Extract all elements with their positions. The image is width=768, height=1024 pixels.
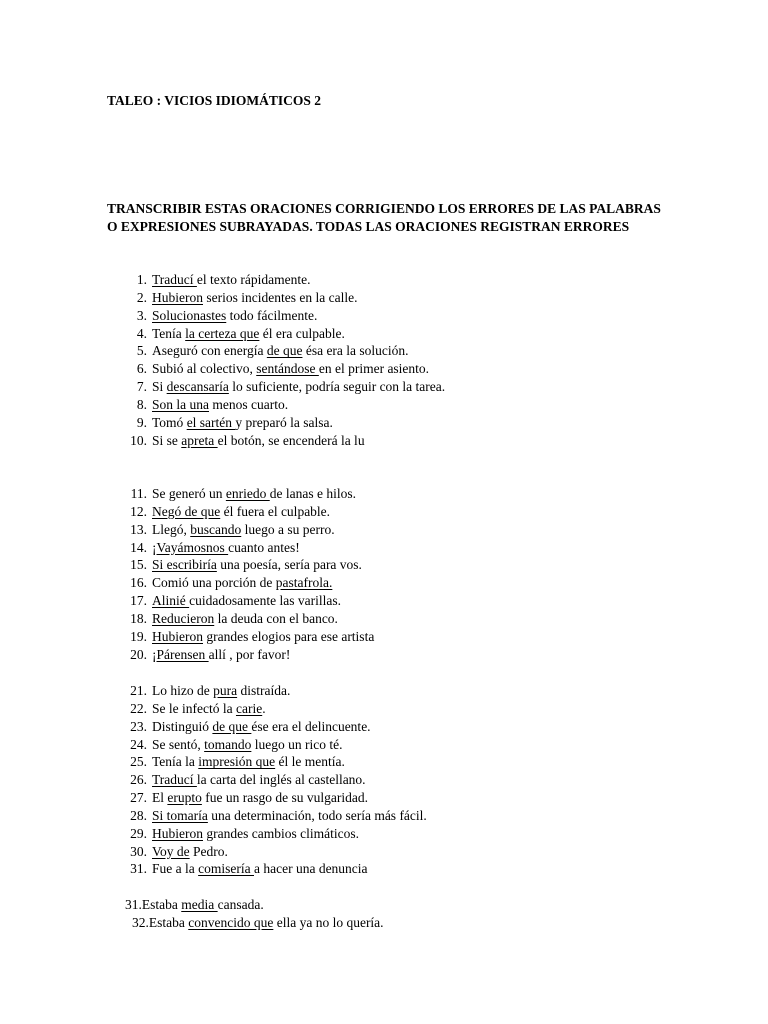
exercise-number: 32. xyxy=(132,915,149,930)
exercise-number: 20. xyxy=(130,646,147,662)
underlined-phrase: convencido que xyxy=(188,915,274,930)
sentence-text: distraída. xyxy=(237,683,291,698)
underlined-phrase: Si tomaría xyxy=(152,807,208,823)
underlined-phrase: Negó de que xyxy=(152,503,221,519)
sentence-text: Tomó xyxy=(152,414,187,430)
exercise-number: 10. xyxy=(130,432,147,448)
exercise-sentence xyxy=(152,360,429,378)
sentence-text: Se sentó, xyxy=(152,736,205,752)
sentence-text: Estaba xyxy=(141,897,182,912)
exercise-number: 13. xyxy=(130,521,147,537)
sentence-text: Se generó un xyxy=(152,486,226,501)
sentence-text: cansada. xyxy=(217,897,264,912)
sentence-text: Comió una porción de xyxy=(152,575,276,591)
underlined-phrase: enriedo xyxy=(225,486,270,501)
exercise-sentence xyxy=(152,325,345,343)
exercise-number: 30. xyxy=(130,843,147,859)
exercise-sentence xyxy=(152,646,290,664)
sentence-text: grandes elogios para ese artista xyxy=(203,628,375,644)
sentence-text: él era culpable. xyxy=(259,325,345,341)
underlined-phrase: la certeza que xyxy=(185,325,260,341)
underlined-phrase: pastafrola. xyxy=(275,575,333,591)
exercise-number: 31. xyxy=(130,861,147,877)
sentence-text: y preparó la salsa. xyxy=(235,414,333,430)
exercise-sentence xyxy=(152,485,356,503)
exercise-sentence xyxy=(152,556,362,574)
underlined-phrase: impresión que xyxy=(198,754,276,770)
sentence-text: ése era el delincuente. xyxy=(251,718,371,734)
underlined-phrase: descansaría xyxy=(166,379,229,395)
sentence-text: luego un rico té. xyxy=(251,736,343,752)
sentence-text: Fue a la xyxy=(152,861,199,877)
exercise-number: 8. xyxy=(136,396,147,412)
exercise-number: 15. xyxy=(130,557,147,573)
sentence-text: Llegó, xyxy=(152,521,191,537)
sentence-text: Distinguió xyxy=(152,718,213,734)
exercise-sentence xyxy=(152,682,290,700)
underlined-phrase: sentándose xyxy=(256,361,319,377)
underlined-phrase: media xyxy=(181,897,218,912)
exercise-sentence xyxy=(152,414,333,432)
sentence-text: Pedro. xyxy=(189,843,228,859)
sentence-text: en el primer asiento. xyxy=(318,361,430,377)
exercise-item-tail-31 xyxy=(125,896,264,914)
sentence-text: fue un rasgo de su vulgaridad. xyxy=(201,790,368,806)
sentence-text: una determinación, todo sería más fácil. xyxy=(207,807,427,823)
exercise-sentence xyxy=(152,396,288,414)
sentence-text: Si xyxy=(152,379,167,395)
underlined-phrase: Traducí xyxy=(152,272,197,287)
exercise-sentence xyxy=(152,718,371,736)
underlined-phrase: erupto xyxy=(167,790,202,806)
exercise-sentence xyxy=(152,432,365,450)
underlined-phrase: Hubieron xyxy=(152,825,203,841)
underlined-phrase: Voy de xyxy=(152,843,190,859)
underlined-phrase: de que xyxy=(212,718,252,734)
sentence-text: grandes cambios climáticos. xyxy=(203,825,359,841)
exercise-sentence xyxy=(152,307,317,325)
exercise-item-tail-32 xyxy=(132,914,384,932)
exercise-sentence xyxy=(152,789,368,807)
underlined-phrase: pura xyxy=(213,683,238,698)
sentence-text: El xyxy=(152,790,168,806)
exercise-number: 19. xyxy=(130,628,147,644)
exercise-number: 25. xyxy=(130,754,147,770)
exercise-number: 29. xyxy=(130,825,147,841)
exercise-number: 23. xyxy=(130,718,147,734)
exercise-number: 7. xyxy=(136,379,147,395)
sentence-text: luego a su perro. xyxy=(241,521,335,537)
underlined-phrase: carie xyxy=(235,700,263,716)
sentence-text: cuanto antes! xyxy=(228,539,300,555)
page-title: TALEO : VICIOS IDIOMÁTICOS 2 xyxy=(107,93,322,108)
sentence-text: lo suficiente, podría seguir con la tarea. xyxy=(228,379,446,395)
underlined-phrase: ¡Párensen xyxy=(152,646,209,662)
sentence-text: la carta del inglés al castellano. xyxy=(196,772,366,788)
sentence-text: Tenía xyxy=(152,325,186,341)
exercise-number: 18. xyxy=(130,610,147,626)
exercise-sentence xyxy=(152,736,342,754)
sentence-text: Se le infectó la xyxy=(152,700,236,716)
sentence-text: allí , por favor! xyxy=(208,646,291,662)
exercise-number: 5. xyxy=(136,343,147,359)
exercise-number: 1. xyxy=(136,272,147,287)
exercise-sentence xyxy=(152,628,374,646)
underlined-phrase: Si escribiría xyxy=(152,557,217,573)
exercise-number: 14. xyxy=(130,539,147,555)
exercise-sentence xyxy=(152,574,332,592)
underlined-phrase: comisería xyxy=(198,861,254,877)
exercise-number: 9. xyxy=(136,414,147,430)
exercise-sentence xyxy=(152,807,427,825)
underlined-phrase: Alinié xyxy=(152,593,190,609)
sentence-text: Subió al colectivo, xyxy=(152,361,257,377)
exercise-sentence xyxy=(152,843,228,861)
underlined-phrase: el sartén xyxy=(186,414,236,430)
sentence-text: Si se xyxy=(152,432,182,448)
underlined-phrase: buscando xyxy=(190,521,242,537)
exercise-number: 16. xyxy=(130,575,147,591)
sentence-text: la deuda con el banco. xyxy=(214,610,338,626)
sentence-text: ella ya no lo quería. xyxy=(273,915,384,930)
exercise-sentence xyxy=(152,521,335,539)
sentence-text: Estaba xyxy=(148,915,189,930)
exercise-number: 17. xyxy=(130,593,147,609)
exercise-sentence xyxy=(152,592,341,610)
exercise-number: 6. xyxy=(136,361,147,377)
sentence-text: él fuera el culpable. xyxy=(220,503,331,519)
exercise-sentence xyxy=(152,271,310,289)
exercise-number: 4. xyxy=(136,325,147,341)
sentence-text: . xyxy=(262,700,266,716)
sentence-text: Tenía la xyxy=(152,754,199,770)
sentence-text: cuidadosamente las varillas. xyxy=(189,593,341,609)
sentence-text: el texto rápidamente. xyxy=(196,272,311,287)
underlined-phrase: de que xyxy=(266,343,303,359)
underlined-phrase: apreta xyxy=(181,432,218,448)
underlined-phrase: ¡Vayámosnos xyxy=(152,539,229,555)
underlined-phrase: Solucionastes xyxy=(152,307,227,323)
underlined-phrase: Son la una xyxy=(152,396,209,412)
sentence-text: Aseguró con energía xyxy=(152,343,267,359)
exercise-number: 21. xyxy=(130,683,147,698)
sentence-text: Lo hizo de xyxy=(152,683,214,698)
sentence-text: ésa era la solución. xyxy=(302,343,409,359)
exercise-number: 27. xyxy=(130,790,147,806)
exercise-sentence xyxy=(152,342,409,360)
underlined-phrase: Reducieron xyxy=(152,610,215,626)
exercise-number: 22. xyxy=(130,700,147,716)
exercise-number: 26. xyxy=(130,772,147,788)
exercise-number: 24. xyxy=(130,736,147,752)
exercise-sentence xyxy=(152,503,330,521)
exercise-sentence xyxy=(152,771,366,789)
exercise-sentence xyxy=(152,753,345,771)
underlined-phrase: Hubieron xyxy=(152,289,203,305)
exercise-number: 12. xyxy=(130,503,147,519)
underlined-phrase: tomando xyxy=(204,736,252,752)
exercise-number: 11. xyxy=(130,486,147,501)
exercise-number: 3. xyxy=(136,307,147,323)
sentence-text: una poesía, sería para vos. xyxy=(216,557,362,573)
sentence-text: menos cuarto. xyxy=(209,396,289,412)
exercise-number: 31. xyxy=(125,897,142,912)
instructions: TRANSCRIBIR ESTAS ORACIONES CORRIGIENDO LOS ERRORES DE LAS PALABRAS O EXPRESIONES SUBRAYADAS. TODAS LAS ORACIONES REGISTRAN ERRORES xyxy=(107,201,661,234)
exercise-number: 2. xyxy=(136,289,147,305)
exercise-sentence xyxy=(152,700,266,718)
exercise-sentence xyxy=(152,539,300,557)
sentence-text: serios incidentes en la calle. xyxy=(203,289,358,305)
sentence-text: a hacer una denuncia xyxy=(253,861,368,877)
underlined-phrase: Hubieron xyxy=(152,628,203,644)
sentence-text: de lanas e hilos. xyxy=(269,486,356,501)
exercise-sentence xyxy=(152,378,445,396)
exercise-number: 28. xyxy=(130,807,147,823)
sentence-text: él le mentía. xyxy=(275,754,345,770)
exercise-sentence xyxy=(152,289,357,307)
sentence-text: todo fácilmente. xyxy=(226,307,318,323)
sentence-text: el botón, se encenderá la lu xyxy=(217,432,365,448)
exercise-sentence xyxy=(152,610,338,628)
exercise-sentence xyxy=(152,825,359,843)
underlined-phrase: Traducí xyxy=(152,772,197,788)
exercise-sentence xyxy=(152,860,368,878)
